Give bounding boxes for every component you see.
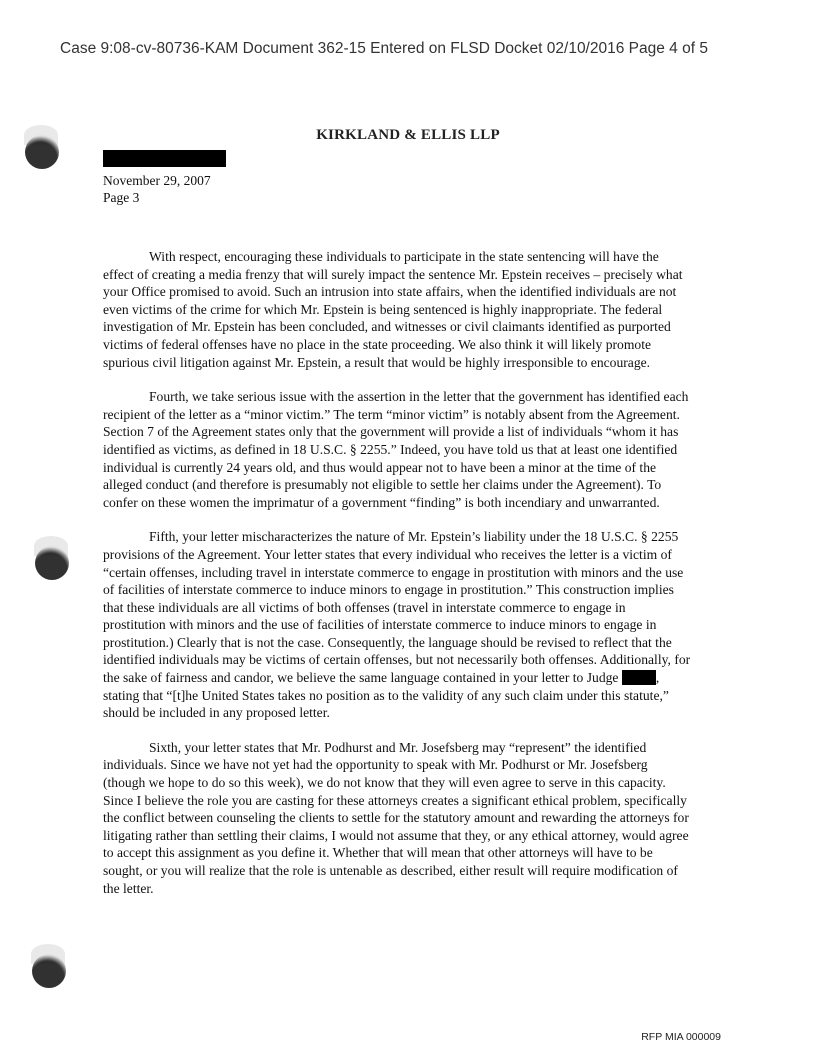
bates-number: RFP MIA 000009 [641,1031,721,1043]
letter-body [103,248,691,914]
hole-punch-middle [35,546,69,580]
paragraph-3-text-b: , stating that “[t]he United States takes no position as to the validity of any such claim under this statute,” should be included in any proposed letter. [103,670,669,721]
paragraph-1: With respect, encouraging these individuals to participate in the state sentencing will have the effect of creating a media frenzy that will surely impact the sentence Mr. Epstein receives – precisely what your Office promised to avoid. Such an intrusion into state affairs, when the identified individuals are not even victims of the crime for which Mr. Epstein is being sentenced is highly inappropriate. The federal investigation of Mr. Epstein has been concluded, and witnesses or civil claimants identified as purported victims of federal offenses have no place in the state proceeding. We also think it will likely promote spurious civil litigation against Mr. Epstein, a result that would be highly irresponsible to encourage. [103,249,683,370]
hole-punch-top [25,135,59,169]
judge-name-redaction [622,670,656,685]
paragraph-3-text-a: Fifth, your letter mischaracterizes the nature of Mr. Epstein’s liability under the 18 U.S.C. § 2255 provisions of the Agreement. Your letter states that every individual who receives the letter is a victim of “certain offenses, including travel in interstate commerce to engage in prostitution with minors and the use of facilities of interstate commerce to induce minors to engage in prostitution.” This construction implies that these individuals are all victims of both offenses (travel in interstate commerce to engage in prostitution with minors and the use of facilities of interstate commerce to induce minors to engage in prostitution.) Clearly that is not the case. Consequently, the language should be revised to reflect that the identified individuals may be victims of certain offenses, but not necessarily both offenses. Additionally, for the sake of fairness and candor, we believe the same language contained in your letter to Judge [103,529,691,686]
paragraph-2: Fourth, we take serious issue with the assertion in the letter that the government has identified each recipient of the letter as a “minor victim.” The term “minor victim” is notably absent from the Agreement. Section 7 of the Agreement states only that the government will provide a list of individuals “whom it has identified as victims, as defined in 18 U.S.C. § 2255.” Indeed, you have told us that at least one identified individual is currently 24 years old, and thus would appear not to have been a minor at the time of the alleged conduct (and therefore is presumably not eligible to settle her claims under the Agreement). To confer on these women the imprimatur of a government “finding” is both incendiary and unwarranted. [103,389,689,510]
letter-meta [103,172,211,206]
court-header: Case 9:08-cv-80736-KAM Document 362-15 Entered on FLSD Docket 02/10/2016 Page 4 of 5 [60,40,708,57]
page-number: Page 3 [103,190,140,205]
paragraph-4: Sixth, your letter states that Mr. Podhurst and Mr. Josefsberg may “represent” the identified individuals. Since we have not yet had the opportunity to speak with Mr. Podhurst or Mr. Josefsberg (though we hope to do so this week), we do not know that they will even agree to serve in this capacity. Since I believe the role you are casting for these attorneys creates a significant ethical problem, specifically the conflict between counseling the clients to settle for the statutory amount and rewarding the attorneys for litigating rather than settling their claims, I would not assume that they, or any ethical attorney, would agree to accept this assignment as you define it. Whether that will mean that other attorneys will have to be sought, or you will realize that the role is untenable as described, either result will require modification of the letter. [103,739,689,896]
recipient-redaction [103,150,226,167]
letter-date: November 29, 2007 [103,173,211,188]
paragraph-3 [103,528,691,722]
hole-punch-bottom [32,954,66,988]
firm-letterhead: KIRKLAND & ELLIS LLP [316,127,500,143]
